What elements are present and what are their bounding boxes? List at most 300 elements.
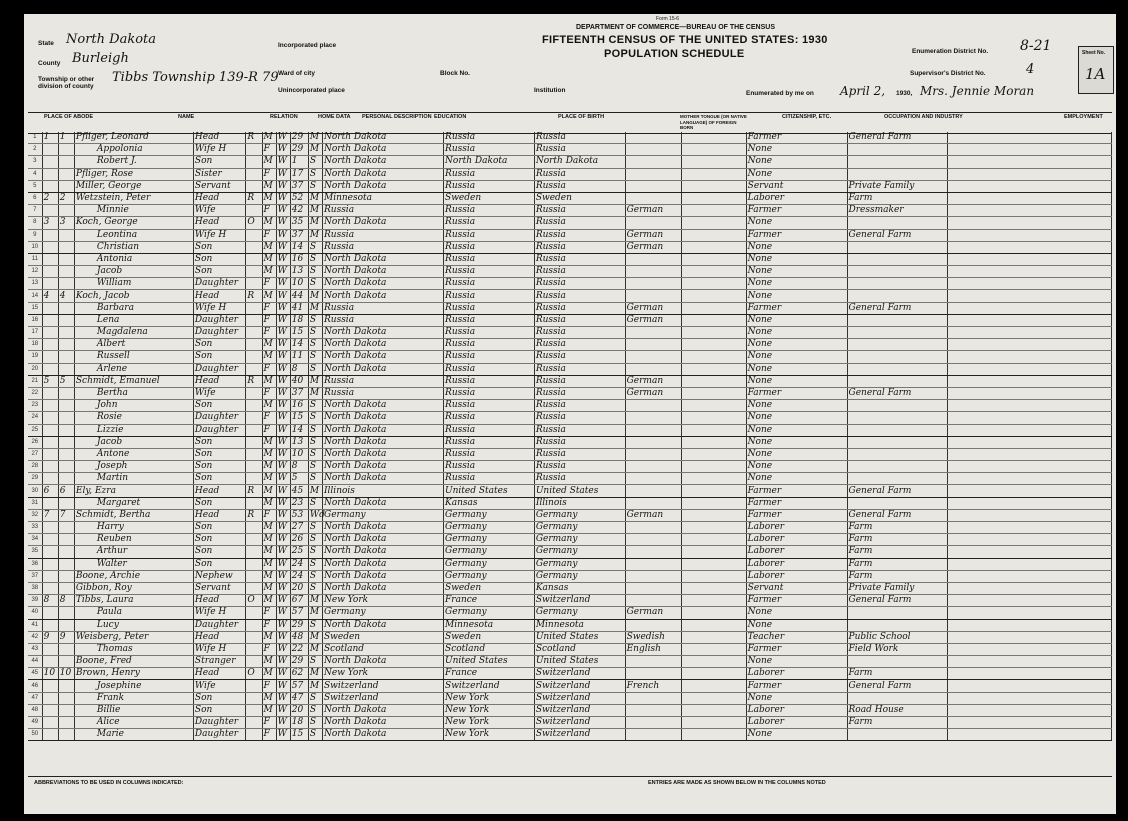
marital-status: S [308, 351, 322, 363]
line-number: 20 [28, 363, 42, 375]
mother-tongue [625, 717, 681, 729]
mother-tongue [625, 156, 681, 168]
relation: Wife H [193, 144, 245, 156]
person-name: Wetzstein, Peter [74, 192, 193, 204]
citizenship-cell [682, 387, 747, 399]
race: W [276, 692, 290, 704]
sex: M [262, 132, 276, 144]
race: W [276, 717, 290, 729]
table-row [28, 473, 1112, 485]
relation: Wife H [193, 643, 245, 655]
citizenship-cell [682, 643, 747, 655]
birthplace: Switzerland [323, 692, 444, 704]
table-row [28, 327, 1112, 339]
mother-tongue [625, 339, 681, 351]
father-birthplace: Russia [444, 436, 535, 448]
mother-birthplace: Switzerland [534, 595, 625, 607]
group-birth: PLACE OF BIRTH [558, 114, 605, 120]
sex: M [262, 668, 276, 680]
dwelling-number [42, 522, 58, 534]
family-number [58, 522, 74, 534]
mother-birthplace: Switzerland [534, 692, 625, 704]
mother-tongue [625, 704, 681, 716]
industry: General Farm [847, 485, 948, 497]
mother-tongue [625, 424, 681, 436]
birthplace: North Dakota [323, 534, 444, 546]
dwelling-number [42, 643, 58, 655]
marital-status: S [308, 448, 322, 460]
relation: Head [193, 217, 245, 229]
age: 18 [290, 717, 308, 729]
dwelling-number [42, 546, 58, 558]
table-row [28, 253, 1112, 265]
age: 13 [290, 266, 308, 278]
family-number: 4 [58, 290, 74, 302]
race: W [276, 290, 290, 302]
mother-tongue [625, 327, 681, 339]
line-number: 18 [28, 339, 42, 351]
employment-cell [948, 643, 1112, 655]
employment-cell [948, 704, 1112, 716]
industry [847, 473, 948, 485]
occupation: None [746, 266, 847, 278]
occupation: None [746, 241, 847, 253]
employment-cell [948, 497, 1112, 509]
age: 10 [290, 448, 308, 460]
age: 53 [290, 509, 308, 521]
father-birthplace: Russia [444, 412, 535, 424]
mother-tongue [625, 692, 681, 704]
industry: Farm [847, 668, 948, 680]
race: W [276, 168, 290, 180]
employment-cell [948, 461, 1112, 473]
father-birthplace: Russia [444, 253, 535, 265]
home-tenure [246, 448, 262, 460]
age: 45 [290, 485, 308, 497]
industry: Private Family [847, 180, 948, 192]
birthplace: North Dakota [323, 497, 444, 509]
birthplace: Germany [323, 607, 444, 619]
industry [847, 656, 948, 668]
line-number: 43 [28, 643, 42, 655]
relation: Head [193, 509, 245, 521]
age: 41 [290, 302, 308, 314]
employment-cell [948, 509, 1112, 521]
citizenship-cell [682, 607, 747, 619]
group-relation: RELATION [270, 114, 298, 120]
citizenship-cell [682, 619, 747, 631]
mother-tongue: German [625, 314, 681, 326]
table-row [28, 205, 1112, 217]
mother-tongue [625, 668, 681, 680]
marital-status: M [308, 132, 322, 144]
mother-tongue: English [625, 643, 681, 655]
industry [847, 241, 948, 253]
employment-cell [948, 132, 1112, 144]
line-number: 31 [28, 497, 42, 509]
dwelling-number [42, 241, 58, 253]
table-row [28, 375, 1112, 387]
race: W [276, 241, 290, 253]
age: 14 [290, 241, 308, 253]
employment-cell [948, 278, 1112, 290]
mother-birthplace: Russia [534, 387, 625, 399]
family-number [58, 461, 74, 473]
employment-cell [948, 229, 1112, 241]
relation: Son [193, 546, 245, 558]
occupation: None [746, 363, 847, 375]
home-tenure [246, 253, 262, 265]
age: 24 [290, 570, 308, 582]
birthplace: North Dakota [323, 656, 444, 668]
birthplace: Russia [323, 375, 444, 387]
race: W [276, 546, 290, 558]
mother-birthplace: North Dakota [534, 156, 625, 168]
employment-cell [948, 314, 1112, 326]
employment-cell [948, 729, 1112, 741]
citizenship-cell [682, 363, 747, 375]
mother-birthplace: Russia [534, 302, 625, 314]
father-birthplace: Russia [444, 424, 535, 436]
line-number: 21 [28, 375, 42, 387]
industry [847, 729, 948, 741]
family-number [58, 558, 74, 570]
age: 27 [290, 522, 308, 534]
relation: Daughter [193, 717, 245, 729]
dwelling-number [42, 156, 58, 168]
person-name: Rosie [74, 412, 193, 424]
dwelling-number [42, 729, 58, 741]
father-birthplace: New York [444, 692, 535, 704]
citizenship-cell [682, 692, 747, 704]
industry: Farm [847, 192, 948, 204]
home-tenure [246, 156, 262, 168]
sex: F [262, 144, 276, 156]
table-row [28, 144, 1112, 156]
employment-cell [948, 558, 1112, 570]
age: 14 [290, 339, 308, 351]
dwelling-number [42, 302, 58, 314]
marital-status: M [308, 205, 322, 217]
line-number: 41 [28, 619, 42, 631]
dwelling-number: 3 [42, 217, 58, 229]
marital-status: M [308, 375, 322, 387]
citizenship-cell [682, 729, 747, 741]
marital-status: S [308, 180, 322, 192]
race: W [276, 314, 290, 326]
state-label: State [38, 40, 54, 47]
father-birthplace: United States [444, 656, 535, 668]
age: 22 [290, 643, 308, 655]
citizenship-cell [682, 375, 747, 387]
person-name: Schmidt, Bertha [74, 509, 193, 521]
home-tenure [246, 424, 262, 436]
table-row [28, 619, 1112, 631]
marital-status: S [308, 156, 322, 168]
person-name: Bertha [74, 387, 193, 399]
mother-birthplace: Russia [534, 351, 625, 363]
relation: Head [193, 375, 245, 387]
person-name: Koch, George [74, 217, 193, 229]
father-birthplace: Germany [444, 558, 535, 570]
industry: Farm [847, 522, 948, 534]
industry: General Farm [847, 595, 948, 607]
table-row [28, 558, 1112, 570]
age: 1 [290, 156, 308, 168]
industry: General Farm [847, 680, 948, 692]
industry: Public School [847, 631, 948, 643]
mother-tongue: German [625, 509, 681, 521]
father-birthplace: Russia [444, 473, 535, 485]
marital-status: M [308, 680, 322, 692]
race: W [276, 253, 290, 265]
industry: General Farm [847, 509, 948, 521]
line-number: 47 [28, 692, 42, 704]
table-row [28, 412, 1112, 424]
home-tenure [246, 241, 262, 253]
sex: M [262, 497, 276, 509]
occupation: None [746, 278, 847, 290]
marital-status: S [308, 168, 322, 180]
mother-birthplace: Russia [534, 217, 625, 229]
age: 16 [290, 253, 308, 265]
mother-tongue: German [625, 387, 681, 399]
marital-status: S [308, 522, 322, 534]
sex: F [262, 229, 276, 241]
line-number: 13 [28, 278, 42, 290]
marital-status: M [308, 631, 322, 643]
sheet-label: Sheet No. [1082, 50, 1106, 56]
home-tenure [246, 351, 262, 363]
mother-birthplace: Russia [534, 180, 625, 192]
citizenship-cell [682, 229, 747, 241]
person-name: Leontina [74, 229, 193, 241]
line-number: 28 [28, 461, 42, 473]
enumerated-year: 1930, [896, 90, 913, 97]
sex: F [262, 278, 276, 290]
father-birthplace: Russia [444, 180, 535, 192]
line-number: 5 [28, 180, 42, 192]
occupation: None [746, 400, 847, 412]
occupation: None [746, 436, 847, 448]
sex: F [262, 509, 276, 521]
family-number: 9 [58, 631, 74, 643]
mother-tongue [625, 266, 681, 278]
citizenship-cell [682, 582, 747, 594]
family-number [58, 619, 74, 631]
group-personal: PERSONAL DESCRIPTION [362, 114, 432, 120]
employment-cell [948, 436, 1112, 448]
marital-status: S [308, 729, 322, 741]
relation: Head [193, 485, 245, 497]
industry: Field Work [847, 643, 948, 655]
father-birthplace: Minnesota [444, 619, 535, 631]
marital-status: M [308, 290, 322, 302]
citizenship-cell [682, 448, 747, 460]
employment-cell [948, 205, 1112, 217]
employment-cell [948, 302, 1112, 314]
birthplace: North Dakota [323, 448, 444, 460]
age: 15 [290, 729, 308, 741]
occupation: None [746, 217, 847, 229]
industry [847, 607, 948, 619]
industry [847, 253, 948, 265]
employment-cell [948, 144, 1112, 156]
home-tenure [246, 631, 262, 643]
person-name: Robert J. [74, 156, 193, 168]
father-birthplace: North Dakota [444, 156, 535, 168]
line-number: 33 [28, 522, 42, 534]
sex: M [262, 192, 276, 204]
marital-status: S [308, 241, 322, 253]
group-abode: PLACE OF ABODE [44, 114, 93, 120]
father-birthplace: Russia [444, 375, 535, 387]
citizenship-cell [682, 436, 747, 448]
person-name: Russell [74, 351, 193, 363]
line-number: 27 [28, 448, 42, 460]
marital-status: S [308, 546, 322, 558]
birthplace: Russia [323, 314, 444, 326]
occupation: None [746, 156, 847, 168]
mother-tongue: German [625, 229, 681, 241]
birthplace: Sweden [323, 631, 444, 643]
father-birthplace: Russia [444, 278, 535, 290]
table-row [28, 631, 1112, 643]
relation: Head [193, 132, 245, 144]
table-row [28, 668, 1112, 680]
marital-status: S [308, 314, 322, 326]
person-name: Paula [74, 607, 193, 619]
employment-cell [948, 424, 1112, 436]
citizenship-cell [682, 704, 747, 716]
birthplace: Scotland [323, 643, 444, 655]
family-number [58, 643, 74, 655]
race: W [276, 375, 290, 387]
table-row [28, 436, 1112, 448]
age: 67 [290, 595, 308, 607]
citizenship-cell [682, 668, 747, 680]
group-employment: EMPLOYMENT [1064, 114, 1103, 120]
sex: F [262, 680, 276, 692]
citizenship-cell [682, 351, 747, 363]
mother-tongue [625, 558, 681, 570]
relation: Son [193, 241, 245, 253]
age: 29 [290, 132, 308, 144]
family-number [58, 546, 74, 558]
mother-tongue [625, 473, 681, 485]
mother-tongue: German [625, 241, 681, 253]
marital-status: M [308, 302, 322, 314]
line-number: 40 [28, 607, 42, 619]
home-tenure [246, 144, 262, 156]
marital-status: S [308, 412, 322, 424]
dwelling-number [42, 144, 58, 156]
father-birthplace: Russia [444, 266, 535, 278]
marital-status: M [308, 387, 322, 399]
age: 57 [290, 680, 308, 692]
occupation: None [746, 375, 847, 387]
relation: Head [193, 192, 245, 204]
citizenship-cell [682, 192, 747, 204]
marital-status: S [308, 558, 322, 570]
line-number: 12 [28, 266, 42, 278]
footer-abbrev-title: ABBREVIATIONS TO BE USED IN COLUMNS INDICATED: [34, 780, 184, 786]
age: 48 [290, 631, 308, 643]
home-tenure: R [246, 290, 262, 302]
home-tenure: O [246, 217, 262, 229]
mother-birthplace: Russia [534, 436, 625, 448]
dwelling-number [42, 497, 58, 509]
line-number: 30 [28, 485, 42, 497]
industry [847, 436, 948, 448]
relation: Head [193, 290, 245, 302]
mother-tongue [625, 412, 681, 424]
relation: Son [193, 461, 245, 473]
race: W [276, 509, 290, 521]
age: 26 [290, 534, 308, 546]
home-tenure [246, 314, 262, 326]
mother-birthplace: Switzerland [534, 717, 625, 729]
age: 44 [290, 290, 308, 302]
age: 37 [290, 180, 308, 192]
home-tenure [246, 473, 262, 485]
citizenship-cell [682, 546, 747, 558]
line-number: 39 [28, 595, 42, 607]
relation: Daughter [193, 412, 245, 424]
mother-birthplace: Russia [534, 290, 625, 302]
person-name: Jacob [74, 266, 193, 278]
race: W [276, 582, 290, 594]
line-number: 8 [28, 217, 42, 229]
dwelling-number [42, 412, 58, 424]
sex: M [262, 156, 276, 168]
race: W [276, 656, 290, 668]
age: 29 [290, 619, 308, 631]
citizenship-cell [682, 314, 747, 326]
race: W [276, 217, 290, 229]
birthplace: Germany [323, 509, 444, 521]
birthplace: North Dakota [323, 363, 444, 375]
mother-birthplace: Switzerland [534, 668, 625, 680]
home-tenure [246, 656, 262, 668]
race: W [276, 436, 290, 448]
mother-tongue [625, 582, 681, 594]
occupation: None [746, 327, 847, 339]
family-number [58, 339, 74, 351]
employment-cell [948, 351, 1112, 363]
mother-birthplace: Germany [534, 607, 625, 619]
employment-cell [948, 607, 1112, 619]
line-number: 36 [28, 558, 42, 570]
census-table [28, 132, 1112, 741]
citizenship-cell [682, 485, 747, 497]
employment-cell [948, 217, 1112, 229]
marital-status: S [308, 278, 322, 290]
father-birthplace: New York [444, 704, 535, 716]
birthplace: North Dakota [323, 180, 444, 192]
age: 5 [290, 473, 308, 485]
mother-tongue [625, 132, 681, 144]
mother-tongue [625, 192, 681, 204]
relation: Son [193, 400, 245, 412]
mother-tongue: German [625, 375, 681, 387]
citizenship-cell [682, 631, 747, 643]
table-row [28, 680, 1112, 692]
mother-birthplace: Russia [534, 327, 625, 339]
marital-status: S [308, 497, 322, 509]
person-name: Barbara [74, 302, 193, 314]
mother-birthplace: Germany [534, 570, 625, 582]
